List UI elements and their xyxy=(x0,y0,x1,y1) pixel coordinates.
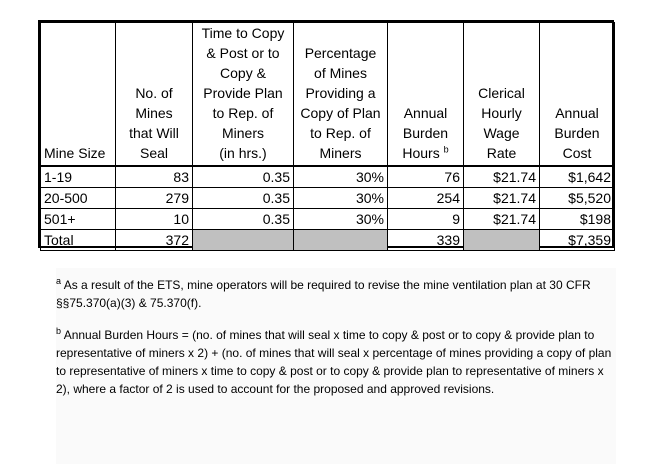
footnotes xyxy=(56,268,616,464)
total-hours: 339 xyxy=(388,230,464,251)
cell-mine-size: 20-500 xyxy=(41,188,116,209)
shaded-cell xyxy=(193,230,294,251)
footnote-b-text: Annual Burden Hours = (no. of mines that will seal x time to copy & post or to copy & provide plan to representative of miners x 2) + (no. of mines that will seal x percentage of mines providing a copy of plan to representative of miners x time to copy & post or to copy & provide plan to representative of miners x 2), where a factor of 2 is used to account for the proposed and approved revisions. xyxy=(56,328,612,396)
cell-mines: 83 xyxy=(116,166,193,188)
shaded-cell xyxy=(464,230,540,251)
cell-hours: 9 xyxy=(388,209,464,230)
header-percentage-of-mines: Percentage of Mines Providing a Copy of Plan to Rep. of Miners xyxy=(294,23,388,167)
cell-time: 0.35 xyxy=(193,209,294,230)
cell-wage: $21.74 xyxy=(464,209,540,230)
cell-percentage: 30% xyxy=(294,188,388,209)
cell-time: 0.35 xyxy=(193,166,294,188)
footnote-b-marker: b xyxy=(56,326,62,336)
cell-mine-size: 1-19 xyxy=(41,166,116,188)
cell-cost: $1,642 xyxy=(540,166,615,188)
cell-cost: $198 xyxy=(540,209,615,230)
footnote-marker-b: b xyxy=(443,144,449,155)
table-row xyxy=(41,166,615,188)
cell-percentage: 30% xyxy=(294,166,388,188)
cell-percentage: 30% xyxy=(294,209,388,230)
total-mines: 372 xyxy=(116,230,193,251)
cell-mine-size: 501+ xyxy=(41,209,116,230)
burden-table-container xyxy=(38,20,614,248)
footnote-a-text: As a result of the ETS, mine operators will be required to revise the mine ventilation plan at 30 CFR §§75.370(a)(3) & 75.370(f). xyxy=(56,278,591,310)
total-label: Total xyxy=(41,230,116,251)
header-mine-size: Mine Size xyxy=(41,23,116,167)
cell-cost: $5,520 xyxy=(540,188,615,209)
total-row xyxy=(41,230,615,251)
footnote-a xyxy=(56,276,616,312)
header-no-of-mines: No. of Mines that Will Seal xyxy=(116,23,193,167)
table-row xyxy=(41,209,615,230)
cell-mines: 10 xyxy=(116,209,193,230)
footnote-b xyxy=(56,326,616,398)
cell-hours: 254 xyxy=(388,188,464,209)
table-row xyxy=(41,188,615,209)
header-annual-burden-hours: Annual Burden Hours $^b$ xyxy=(388,23,464,167)
shaded-cell xyxy=(294,230,388,251)
header-time-to-copy: Time to Copy & Post or to Copy & Provide Plan to Rep. of Miners (in hrs.) xyxy=(193,23,294,167)
cell-mines: 279 xyxy=(116,188,193,209)
cell-wage: $21.74 xyxy=(464,166,540,188)
cell-hours: 76 xyxy=(388,166,464,188)
total-cost: $7,359 xyxy=(540,230,615,251)
header-annual-burden-cost: Annual Burden Cost xyxy=(540,23,615,167)
burden-table xyxy=(40,22,615,251)
footnote-a-marker: a xyxy=(56,276,62,286)
cell-time: 0.35 xyxy=(193,188,294,209)
header-clerical-wage-rate: Clerical Hourly Wage Rate xyxy=(464,23,540,167)
cell-wage: $21.74 xyxy=(464,188,540,209)
